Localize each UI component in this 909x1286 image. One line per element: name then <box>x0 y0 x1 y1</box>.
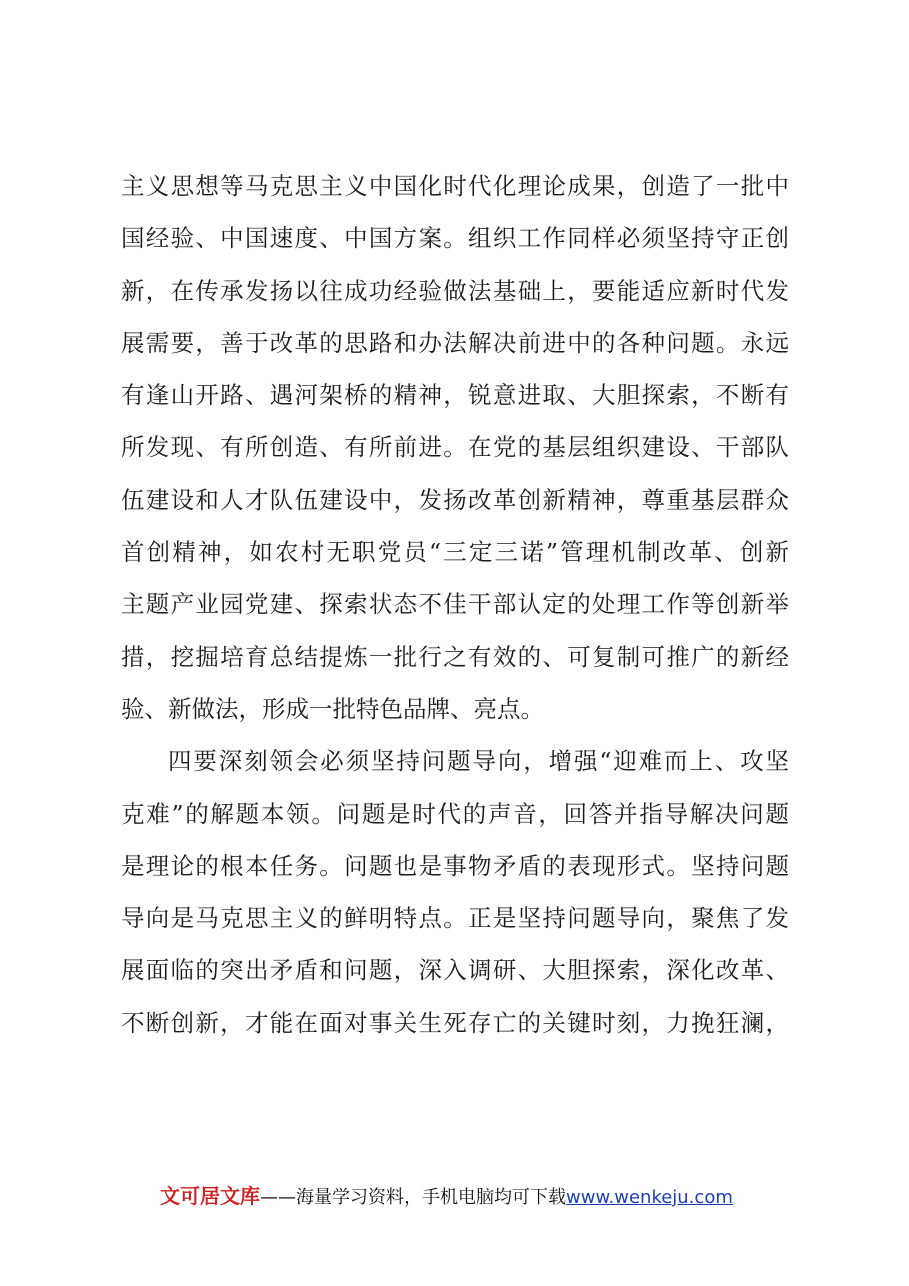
paragraph-end-line: 验、新做法，形成一批特色品牌、亮点。 <box>121 694 544 723</box>
text-line: 首创精神，如农村无职党员“三定三诺”管理机制改革、创新 <box>121 538 789 567</box>
text-line: 国经验、中国速度、中国方案。组织工作同样必须坚持守正创 <box>121 224 789 253</box>
website-link[interactable]: www.wenkeju.com <box>566 1187 733 1208</box>
text-line: 伍建设和人才队伍建设中，发扬改革创新精神，尊重基层群众 <box>121 485 789 514</box>
text-line: 主义思想等马克思主义中国化时代化理论成果，创造了一批中 <box>121 172 789 200</box>
brand-name: 文可居文库 <box>160 1184 260 1208</box>
text-line: 所发现、有所创造、有所前进。在党的基层组织建设、干部队 <box>121 433 789 462</box>
text-line: 不断创新，才能在面对事关生死存亡的关键时刻，力挽狂澜， <box>121 1008 789 1037</box>
text-line: 措，挖掘培育总结提炼一批行之有效的、可复制可推广的新经 <box>121 642 789 671</box>
paragraph-start-line: 四要深刻领会必须坚持问题导向，增强“迎难而上、攻坚 <box>168 747 789 776</box>
text-line: 导向是马克思主义的鲜明特点。正是坚持问题导向，聚焦了发 <box>121 904 789 933</box>
text-line: 展面临的突出矛盾和问题，深入调研、大胆探索，深化改革、 <box>121 956 789 985</box>
text-line: 主题产业园党建、探索状态不佳干部认定的处理工作等创新举 <box>121 590 789 619</box>
text-line: 有逢山开路、遇河架桥的精神，锐意进取、大胆探索，不断有 <box>121 381 789 410</box>
text-line: 克难”的解题本领。问题是时代的声音，回答并指导解决问题 <box>121 799 789 828</box>
text-line: 是理论的根本任务。问题也是事物矛盾的表现形式。坚持问题 <box>121 851 789 880</box>
footer-tagline: ——海量学习资料，手机电脑均可下载 <box>260 1187 566 1208</box>
text-line: 展需要，善于改革的思路和办法解决前进中的各种问题。永远 <box>121 328 789 357</box>
document-body <box>121 160 789 1049</box>
footer-banner <box>160 1183 733 1211</box>
text-line: 新，在传承发扬以往成功经验做法基础上，要能适应新时代发 <box>121 276 789 305</box>
